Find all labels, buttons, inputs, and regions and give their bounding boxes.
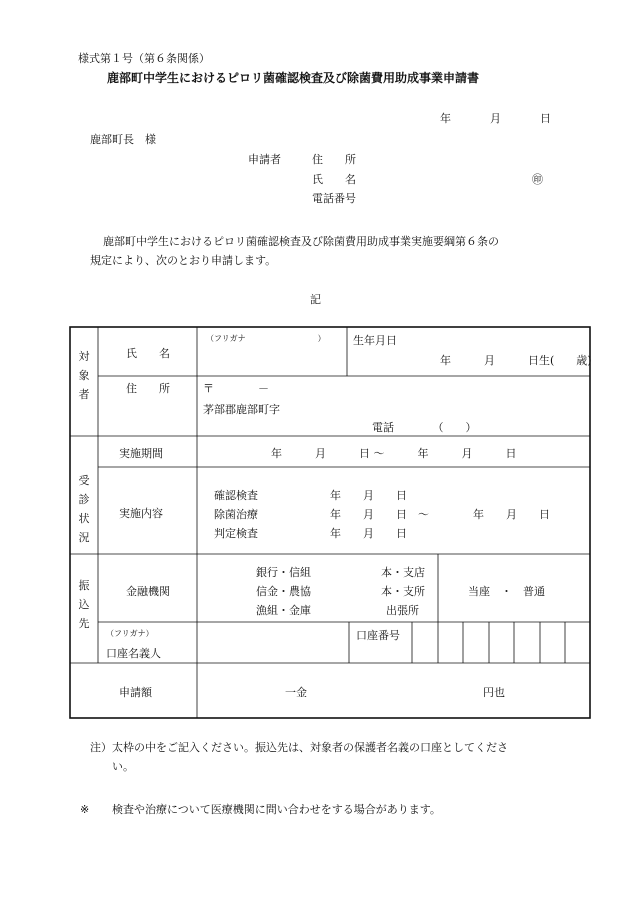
holder-furigana: （フリガナ）	[106, 629, 154, 638]
birthdate-fields: 年 月 日生( 歳)	[440, 354, 592, 367]
exam-item-name: 確認検査	[214, 489, 258, 502]
amount-label: 申請額	[119, 686, 152, 699]
period-value: 年 月 日 〜 年 月 日	[271, 447, 517, 460]
bank-type: 漁組・金庫	[256, 604, 311, 617]
note-1-line-1: 注）太枠の中をご記入ください。振込先は、対象者の保護者名義の口座としてくださ	[90, 741, 508, 754]
exam-heading: 受 診 状 況	[78, 474, 90, 544]
postal-code: 〒 －	[203, 382, 269, 395]
subject-address-label: 住 所	[126, 382, 170, 395]
date-day: 日	[540, 112, 551, 125]
ki-heading: 記	[310, 293, 321, 306]
applicant-address-label: 住 所	[312, 153, 356, 166]
birthdate-label: 生年月日	[353, 334, 397, 347]
branch-type: 本・支店	[381, 566, 425, 579]
note-1-line-2: い。	[112, 760, 134, 773]
note-2-text: 検査や治療について医療機関に問い合わせをする場合があります。	[112, 803, 441, 816]
exam-item-name: 判定検査	[214, 527, 258, 540]
branch-type: 出張所	[386, 604, 419, 617]
subject-furigana: （フリガナ ）	[206, 334, 326, 343]
date-month: 月	[490, 112, 501, 125]
subject-name-label: 氏 名	[126, 347, 170, 360]
amount-prefix: 一金	[285, 686, 307, 699]
seal-mark: ㊞	[532, 173, 543, 186]
applicant-label: 申請者	[248, 153, 281, 166]
applicant-name-label: 氏 名	[312, 173, 356, 186]
form-title: 鹿部町中学生におけるピロリ菌確認検査及び除菌費用助成事業申請書	[107, 71, 480, 85]
exam-item-date: 年 月 日	[330, 489, 407, 502]
period-label: 実施期間	[119, 447, 163, 460]
exam-item-date: 年 月 日	[330, 527, 407, 540]
applicant-phone-label: 電話番号	[312, 192, 356, 205]
subject-phone: 電話 （ ）	[372, 421, 477, 434]
date-year: 年	[440, 112, 451, 125]
account-type: 当座 ・ 普通	[468, 585, 545, 598]
exam-item-date: 年 月 日 〜 年 月 日	[330, 508, 550, 521]
content-label: 実施内容	[119, 507, 163, 520]
branch-type: 本・支所	[381, 585, 425, 598]
subject-heading: 対 象 者	[78, 350, 90, 401]
account-number-label: 口座番号	[356, 629, 400, 642]
bank-type: 信金・農協	[256, 585, 311, 598]
note-2-mark: ※	[80, 803, 90, 816]
body-line-2: 規定により、次のとおり申請します。	[90, 254, 277, 267]
body-line-1: 鹿部町中学生におけるピロリ菌確認検査及び除菌費用助成事業実施要綱第６条の	[103, 235, 499, 248]
exam-item-name: 除菌治療	[214, 508, 258, 521]
address-prefix: 茅部郡鹿部町字	[203, 403, 280, 416]
amount-suffix: 円也	[483, 686, 505, 699]
form-number: 様式第１号（第６条関係）	[78, 52, 210, 65]
addressee: 鹿部町長 様	[90, 133, 156, 146]
bank-type: 銀行・信組	[256, 566, 311, 579]
transfer-heading: 振 込 先	[78, 579, 90, 630]
holder-label: 口座名義人	[106, 647, 161, 660]
bank-label: 金融機関	[126, 585, 170, 598]
